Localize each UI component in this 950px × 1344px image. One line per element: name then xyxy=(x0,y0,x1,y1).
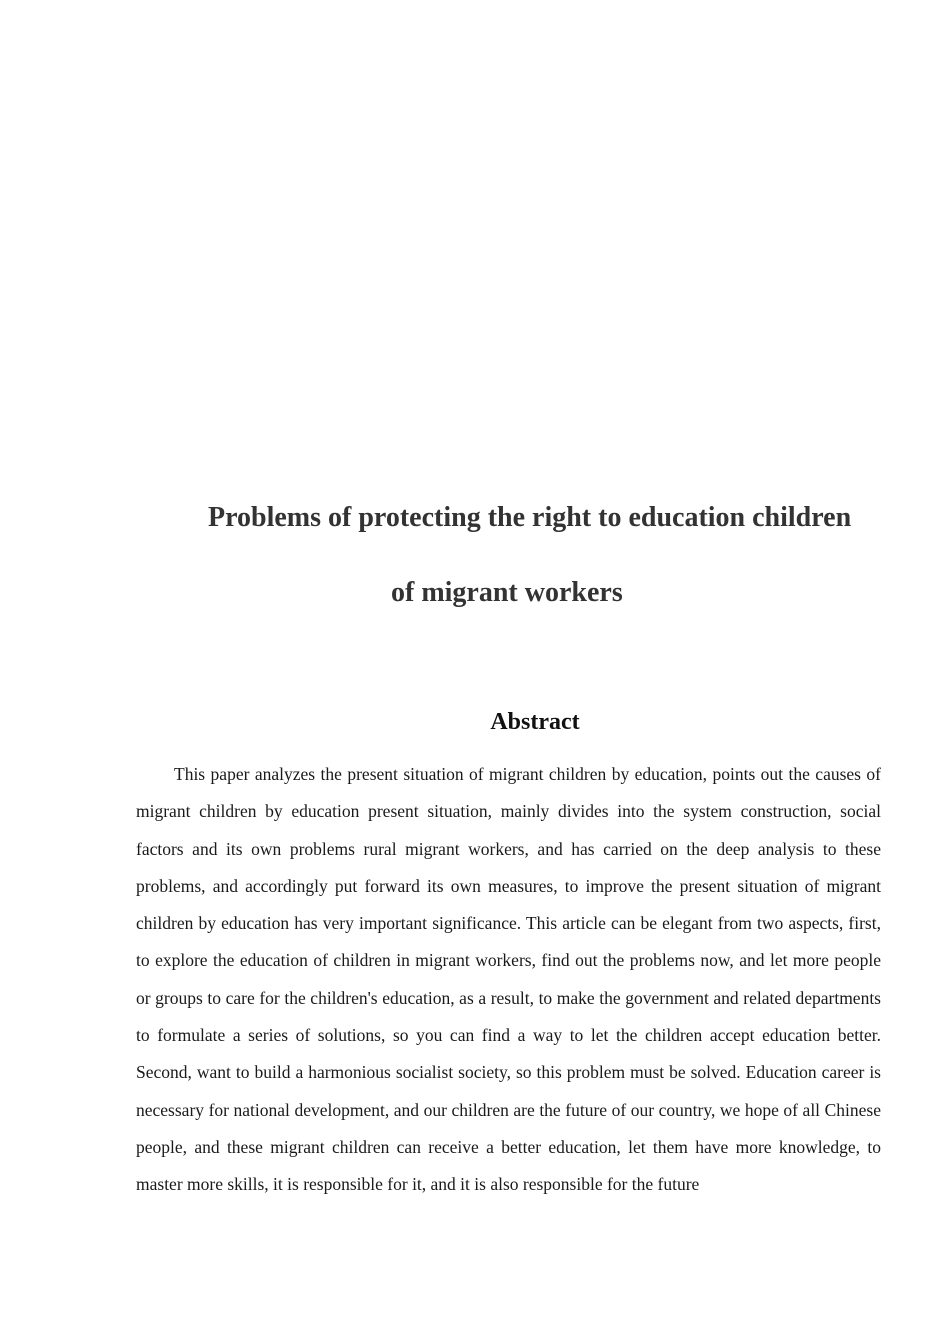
abstract-body: This paper analyzes the present situation of migrant children by education, points out the causes of migrant children by education present situation, mainly divides into the system construction, social factors and its own problems rural migrant workers, and has carried on the deep analysis to these problems, and accordingly put forward its own measures, to improve the present situation of migrant children by education has very important significance. This article can be elegant from two aspects, first, to explore the education of children in migrant workers, find out the problems now, and let more people or groups to care for the children's education, as a result, to make the government and related departments to formulate a series of solutions, so you can find a way to let the children accept education better. Second, want to build a harmonious socialist society, so this problem must be solved. Education career is necessary for national development, and our children are the future of our country, we hope of all Chinese people, and these migrant children can receive a better education, let them have more knowledge, to master more skills, it is responsible for it, and it is also responsible for the future xyxy=(136,764,881,1195)
paper-title-line-1: Problems of protecting the right to education children xyxy=(208,502,852,533)
abstract-heading: Abstract xyxy=(490,709,580,735)
paper-title-line-2: of migrant workers xyxy=(391,577,623,608)
